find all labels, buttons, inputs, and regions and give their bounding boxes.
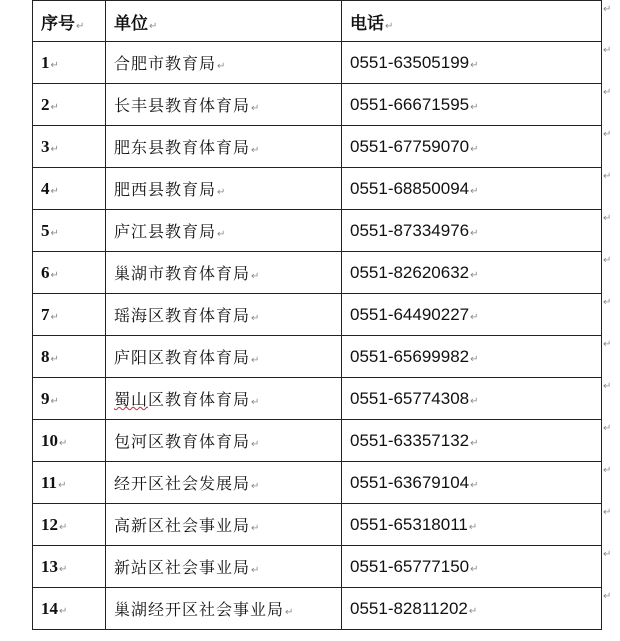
row-unit-text: 合肥市教育局 — [114, 54, 217, 73]
cell-end-mark: ↵ — [470, 143, 479, 155]
table-row — [33, 84, 602, 126]
row-phone-text: 0551-65777150 — [350, 556, 470, 576]
row-phone-text: 0551-65774308 — [350, 388, 470, 408]
row-phone-text: 0551-68850094 — [350, 178, 470, 198]
header-index-label: 序号 — [41, 13, 75, 34]
cell-end-mark: ↵ — [50, 185, 59, 197]
row-unit-text: 瑶海区教育体育局 — [114, 306, 251, 325]
row-phone-cell[interactable] — [342, 294, 602, 336]
row-end-mark: ↵ — [603, 129, 612, 140]
row-index-cell[interactable] — [33, 126, 106, 168]
cell-end-mark: ↵ — [50, 353, 59, 365]
cell-end-mark: ↵ — [251, 271, 261, 282]
row-phone-text: 0551-66671595 — [350, 94, 470, 114]
row-index-cell[interactable] — [33, 378, 106, 420]
row-unit-cell[interactable] — [106, 252, 342, 294]
row-unit-text: 庐阳区教育体育局 — [114, 348, 251, 367]
row-index-cell[interactable] — [33, 294, 106, 336]
row-index-cell[interactable] — [33, 84, 106, 126]
row-phone-cell[interactable] — [342, 462, 602, 504]
row-phone-text: 0551-82811202 — [350, 598, 468, 618]
cell-end-mark: ↵ — [285, 607, 295, 618]
cell-end-mark: ↵ — [251, 103, 261, 114]
cell-end-mark: ↵ — [251, 355, 261, 366]
row-index-cell[interactable] — [33, 252, 106, 294]
row-index-text: 12 — [41, 514, 58, 534]
row-end-mark: ↵ — [603, 381, 612, 392]
row-unit-text: 肥西县教育局 — [114, 180, 217, 199]
table-row — [33, 462, 602, 504]
header-unit-label: 单位 — [114, 13, 148, 34]
header-index[interactable] — [33, 1, 106, 42]
header-phone-label: 电话 — [350, 13, 384, 34]
table-header-row — [33, 1, 602, 42]
row-phone-cell[interactable] — [342, 420, 602, 462]
cell-end-mark: ↵ — [385, 20, 394, 32]
header-unit[interactable] — [106, 1, 342, 42]
row-phone-cell[interactable] — [342, 378, 602, 420]
row-unit-text: 高新区社会事业局 — [114, 516, 251, 535]
row-phone-cell[interactable] — [342, 588, 602, 630]
cell-end-mark: ↵ — [217, 229, 227, 240]
row-phone-text: 0551-64490227 — [350, 304, 470, 324]
row-unit-text: 长丰县教育体育局 — [114, 96, 251, 115]
cell-end-mark: ↵ — [59, 563, 68, 575]
cell-end-mark: ↵ — [50, 143, 59, 155]
cell-end-mark: ↵ — [251, 523, 261, 534]
cell-end-mark: ↵ — [470, 563, 479, 575]
cell-end-mark: ↵ — [470, 269, 479, 281]
table-row — [33, 126, 602, 168]
row-phone-cell[interactable] — [342, 252, 602, 294]
row-end-mark: ↵ — [603, 591, 612, 602]
table-row — [33, 42, 602, 84]
cell-end-mark: ↵ — [58, 479, 67, 491]
row-unit-text: 经开区社会发展局 — [114, 474, 251, 493]
row-phone-cell[interactable] — [342, 546, 602, 588]
row-unit-cell[interactable] — [106, 378, 342, 420]
row-phone-text: 0551-63679104 — [350, 472, 470, 492]
row-phone-text: 0551-87334976 — [350, 220, 470, 240]
row-index-cell[interactable] — [33, 42, 106, 84]
table-row — [33, 378, 602, 420]
cell-end-mark: ↵ — [470, 353, 479, 365]
row-index-text: 1 — [41, 52, 50, 72]
cell-end-mark: ↵ — [470, 479, 479, 491]
row-unit-cell[interactable] — [106, 168, 342, 210]
cell-end-mark: ↵ — [470, 101, 479, 113]
row-unit-text: 庐江县教育局 — [114, 222, 217, 241]
cell-end-mark: ↵ — [76, 20, 85, 32]
cell-end-mark: ↵ — [217, 61, 227, 72]
cell-end-mark: ↵ — [50, 101, 59, 113]
row-unit-cell[interactable] — [106, 504, 342, 546]
row-end-mark: ↵ — [603, 339, 612, 350]
row-index-text: 10 — [41, 430, 58, 450]
row-unit-text: 巢湖经开区社会事业局 — [114, 600, 285, 619]
row-unit-text: 新站区社会事业局 — [114, 558, 251, 577]
cell-end-mark: ↵ — [470, 437, 479, 449]
cell-end-mark: ↵ — [251, 313, 261, 324]
row-unit-cell[interactable] — [106, 546, 342, 588]
row-phone-text: 0551-63357132 — [350, 430, 470, 450]
row-end-mark: ↵ — [603, 297, 612, 308]
row-phone-text: 0551-67759070 — [350, 136, 470, 156]
cell-end-mark: ↵ — [59, 605, 68, 617]
cell-end-mark: ↵ — [251, 481, 261, 492]
row-unit-cell[interactable] — [106, 336, 342, 378]
row-index-text: 9 — [41, 388, 50, 408]
row-end-mark: ↵ — [603, 87, 612, 98]
row-unit-cell[interactable] — [106, 126, 342, 168]
cell-end-mark: ↵ — [50, 59, 59, 71]
row-index-cell[interactable] — [33, 504, 106, 546]
row-unit-cell[interactable] — [106, 420, 342, 462]
row-index-cell[interactable] — [33, 210, 106, 252]
table-row — [33, 252, 602, 294]
cell-end-mark: ↵ — [59, 521, 68, 533]
row-index-text: 5 — [41, 220, 50, 240]
contacts-table — [32, 0, 602, 630]
row-unit-text: 蜀山区教育体育局 — [114, 390, 251, 409]
row-index-cell[interactable] — [33, 336, 106, 378]
row-end-mark: ↵ — [603, 171, 612, 182]
row-phone-cell[interactable] — [342, 336, 602, 378]
row-unit-text: 肥东县教育体育局 — [114, 138, 251, 157]
table-row — [33, 588, 602, 630]
table-row — [33, 546, 602, 588]
row-unit-cell[interactable] — [106, 42, 342, 84]
row-index-cell[interactable] — [33, 420, 106, 462]
cell-end-mark: ↵ — [470, 227, 479, 239]
row-unit-cell[interactable] — [106, 210, 342, 252]
row-phone-cell[interactable] — [342, 84, 602, 126]
cell-end-mark: ↵ — [217, 187, 227, 198]
row-index-cell[interactable] — [33, 168, 106, 210]
row-end-mark: ↵ — [603, 507, 612, 518]
row-end-mark: ↵ — [603, 465, 612, 476]
table-row — [33, 294, 602, 336]
cell-end-mark: ↵ — [470, 59, 479, 71]
cell-end-mark: ↵ — [251, 145, 261, 156]
row-phone-cell[interactable] — [342, 126, 602, 168]
row-end-mark: ↵ — [603, 255, 612, 266]
row-end-mark: ↵ — [603, 423, 612, 434]
row-phone-cell[interactable] — [342, 42, 602, 84]
cell-end-mark: ↵ — [470, 395, 479, 407]
row-index-text: 7 — [41, 304, 50, 324]
cell-end-mark: ↵ — [149, 20, 158, 32]
cell-end-mark: ↵ — [251, 397, 261, 408]
row-end-mark: ↵ — [603, 549, 612, 560]
table-row — [33, 210, 602, 252]
row-unit-text: 包河区教育体育局 — [114, 432, 251, 451]
cell-end-mark: ↵ — [251, 439, 261, 450]
cell-end-mark: ↵ — [468, 521, 478, 533]
cell-end-mark: ↵ — [50, 269, 59, 281]
row-index-text: 11 — [41, 472, 58, 492]
cell-end-mark: ↵ — [251, 565, 261, 576]
row-end-mark: ↵ — [603, 4, 612, 15]
cell-end-mark: ↵ — [50, 227, 59, 239]
row-unit-cell[interactable] — [106, 84, 342, 126]
header-phone[interactable] — [342, 1, 602, 42]
cell-end-mark: ↵ — [50, 311, 59, 323]
row-end-mark: ↵ — [603, 45, 612, 56]
table-row — [33, 336, 602, 378]
row-index-cell[interactable] — [33, 546, 106, 588]
row-unit-cell[interactable] — [106, 588, 342, 630]
row-index-cell[interactable] — [33, 588, 106, 630]
row-unit-cell[interactable] — [106, 462, 342, 504]
row-index-text: 4 — [41, 178, 50, 198]
row-phone-cell[interactable] — [342, 210, 602, 252]
cell-end-mark: ↵ — [470, 311, 479, 323]
row-phone-cell[interactable] — [342, 168, 602, 210]
row-phone-cell[interactable] — [342, 504, 602, 546]
table-row — [33, 504, 602, 546]
table-row — [33, 420, 602, 462]
row-index-text: 3 — [41, 136, 50, 156]
row-index-text: 2 — [41, 94, 50, 114]
row-phone-text: 0551-65318011 — [350, 514, 468, 534]
cell-end-mark: ↵ — [59, 437, 68, 449]
cell-end-mark: ↵ — [468, 605, 478, 617]
row-index-cell[interactable] — [33, 462, 106, 504]
cell-end-mark: ↵ — [50, 395, 59, 407]
row-unit-cell[interactable] — [106, 294, 342, 336]
row-phone-text: 0551-65699982 — [350, 346, 470, 366]
row-phone-text: 0551-82620632 — [350, 262, 470, 282]
row-index-text: 6 — [41, 262, 50, 282]
table-row — [33, 168, 602, 210]
row-index-text: 13 — [41, 556, 58, 576]
row-index-text: 14 — [41, 598, 58, 618]
row-phone-text: 0551-63505199 — [350, 52, 470, 72]
row-end-mark: ↵ — [603, 213, 612, 224]
row-unit-text: 巢湖市教育体育局 — [114, 264, 251, 283]
row-index-text: 8 — [41, 346, 50, 366]
cell-end-mark: ↵ — [470, 185, 479, 197]
